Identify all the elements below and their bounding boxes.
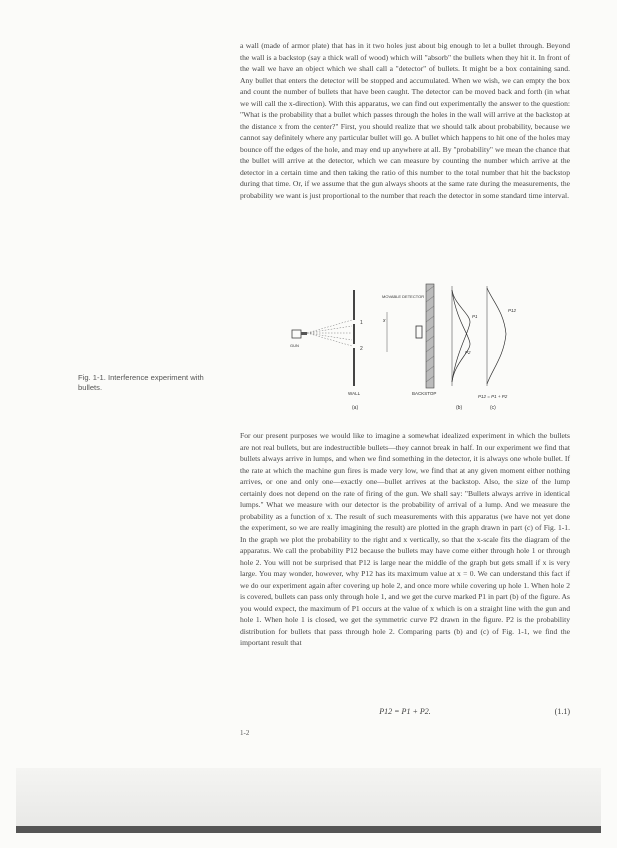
wall-label: WALL <box>348 391 361 396</box>
p1-label: P1 <box>472 314 478 319</box>
backstop <box>426 284 434 388</box>
scanner-edge-shadow <box>16 826 601 833</box>
p12-label: P12 <box>508 308 517 313</box>
backstop-label: BACKSTOP <box>412 391 437 396</box>
body-paragraph-1: a wall (made of armor plate) that has in it two holes just about big enough to let a bullet through. Beyond the wall is a backstop (say a thick wall of wood) which will "absorb" the bullets when they hit it. In front of the wall we have an object which we shall call a "detector" of bullets. It might be a box containing sand. Any bullet that enters the detector will be stopped and accumulated. When we wish, we can empty the box and count the number of bullets that have been caught. The detector can be moved back and forth (in what we will call the x-direction). With this apparatus, we can find out experimentally the answer to the question: "What is the probability that a bullet which passes through the holes in the wall will arrive at the backstop at the distance x from the center?" First, you should realize that we should talk about probability, because we cannot say definitely where any particular bullet will go. A bullet which happens to hit one of the holes may bounce off the edges of the hole, and may end up anywhere at all. By "probability" we mean the chance that the bullet will arrive at the detector, which we can measure by counting the number which arrive at the detector in a certain time and then taking the ratio of this number to the total number that hit the backstop during that time. Or, if we assume that the gun always shoots at the same rate during the measurements, the probability we want is just proportional to the number that reach the detector in some standard time interval. <box>240 41 570 200</box>
hole-2-label: 2 <box>360 346 363 352</box>
equation-number: (1.1) <box>554 707 570 716</box>
panel-c-label: (c) <box>490 405 496 411</box>
p12-curve <box>487 288 506 384</box>
interference-diagram <box>282 282 552 417</box>
bullet-spray <box>307 320 352 346</box>
p12-equation-label: P12 = P1 + P2 <box>478 394 508 399</box>
p2-label: P2 <box>465 350 471 355</box>
body-paragraph-2: For our present purposes we would like to imagine a somewhat idealized experiment in which the bullets are not real bullets, but are indestructible bullets—they cannot break in half. In our experiment we find that bullets always arrive in lumps, and when we find something in the detector, it is always one whole bullet. If the rate at which the machine gun fires is made very low, we find that at any given moment either nothing arrives, or one and only one—exactly one—bullet arrives at the backstop. Also, the size of the lump certainly does not depend on the rate of firing of the gun. We shall say: "Bullets always arrive in identical lumps." What we measure with our detector is the probability of arrival of a lump. And we measure the probability as a function of x. The result of such measurements with this apparatus (we have not yet done the experiment, so we are really imagining the result) are plotted in the graph drawn in part (c) of Fig. 1-1. In the graph we plot the probability to the right and x vertically, so that the x-scale fits the diagram of the apparatus. We call the probability P12 because the bullets may have come either through hole 1 or through hole 2. You will not be surprised that P12 is large near the middle of the graph but gets small if x is very large. You may wonder, however, why P12 has its maximum value at x = 0. We can understand this fact if we do our experiment again after covering up hole 2, and once more while covering up hole 1. When hole 2 is covered, bullets can pass only through hole 1, and we get the curve marked P1 in part (b) of the figure. As you would expect, the maximum of P1 occurs at the value of x which is on a straight line with the gun and hole 1. When hole 1 is closed, we get the symmetric curve P2 drawn in the figure. P2 is the probability distribution for bullets that pass through hole 2. Comparing parts (b) and (c) of Fig. 1-1, we find the important result that <box>240 431 570 647</box>
x-axis-label: x <box>383 318 386 324</box>
equation-1-1 <box>240 707 570 721</box>
gun-icon <box>292 330 307 338</box>
scanner-edge <box>16 768 601 830</box>
figure-caption: Fig. 1-1. Interference experiment with bullets. <box>78 373 204 392</box>
panel-a-label: (a) <box>352 405 359 411</box>
detector <box>416 326 422 338</box>
panel-b-label: (b) <box>456 405 463 411</box>
gun-label: GUN <box>290 343 299 348</box>
page-number: 1-2 <box>240 729 250 737</box>
movable-detector-label: MOVABLE DETECTOR <box>382 294 425 299</box>
equation-text: P12 = P1 + P2. <box>379 707 431 716</box>
figure-1-1 <box>282 282 552 422</box>
hole-1-label: 1 <box>360 320 363 326</box>
